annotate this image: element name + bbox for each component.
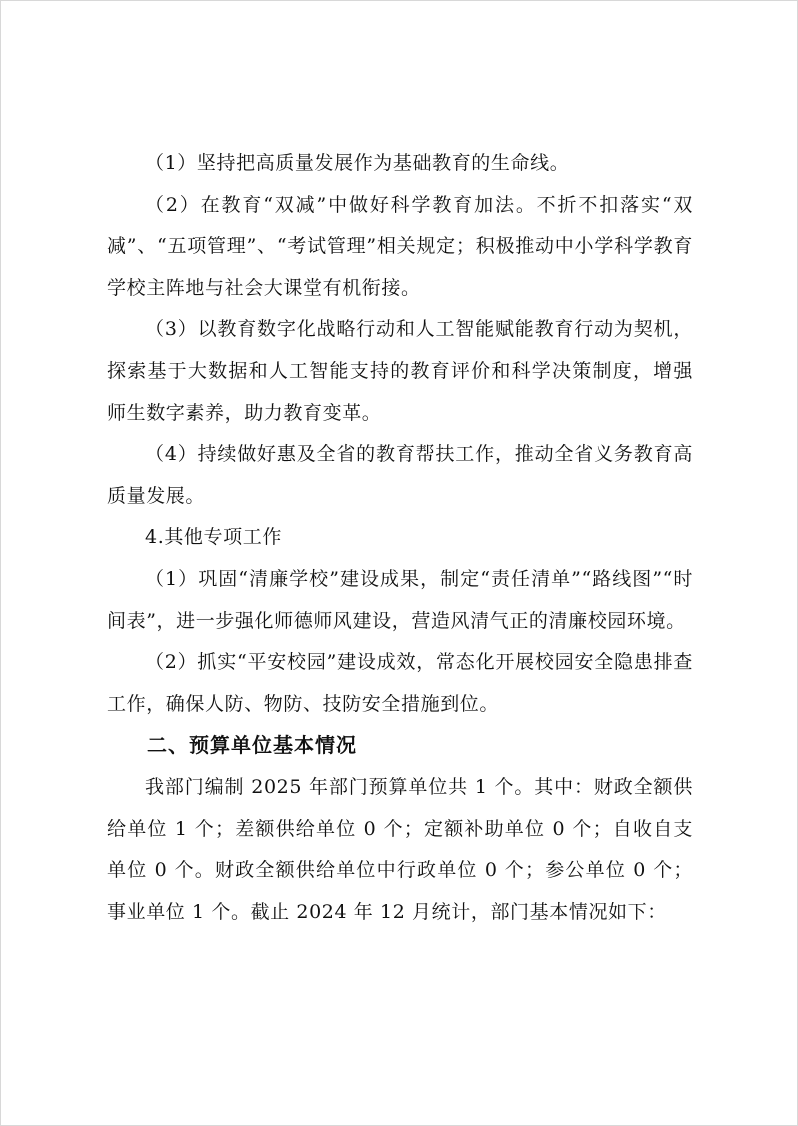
paragraph-item-2: （2）在教育“双减”中做好科学教育加法。不折不扣落实“双减”、“五项管理”、“考试管理”相关规定；积极推动中小学科学教育学校主阵地与社会大课堂有机衔接。 [107, 193, 693, 299]
paragraph-item-1: （1）坚持把高质量发展作为基础教育的生命线。 [145, 152, 570, 174]
section-heading: 二、预算单位基本情况 [147, 733, 357, 758]
paragraph-special-1: （1）巩固“清廉学校”建设成果，制定“责任清单”“路线图”“时间表”，进一步强化师德师风建设，营造风清气正的清廉校园环境。 [107, 567, 693, 632]
subsection-title: 4.其他专项工作 [145, 526, 282, 549]
document-body [107, 143, 693, 933]
paragraph-item-4: （4）持续做好惠及全省的教育帮扶工作，推动全省义务教育高质量发展。 [107, 443, 693, 507]
paragraph-special-2: （2）抓实“平安校园”建设成效，常态化开展校园安全隐患排查工作，确保人防、物防、技防安全措施到位。 [107, 651, 693, 715]
paragraph-item-3: （3）以教育数字化战略行动和人工智能赋能教育行动为契机，探索基于大数据和人工智能支持的教育评价和科学决策制度，增强师生数字素养，助力教育变革。 [107, 318, 693, 424]
section-paragraph: 我部门编制 2025 年部门预算单位共 1 个。其中：财政全额供给单位 1 个；差额供给单位 0 个；定额补助单位 0 个；自收自支单位 0 个。财政全额供给单位中行政单位 0 个；参公单位 0 个；事业单位 1 个。截止 2024 年 12 月统计，部门基本情况如下： [107, 775, 693, 923]
